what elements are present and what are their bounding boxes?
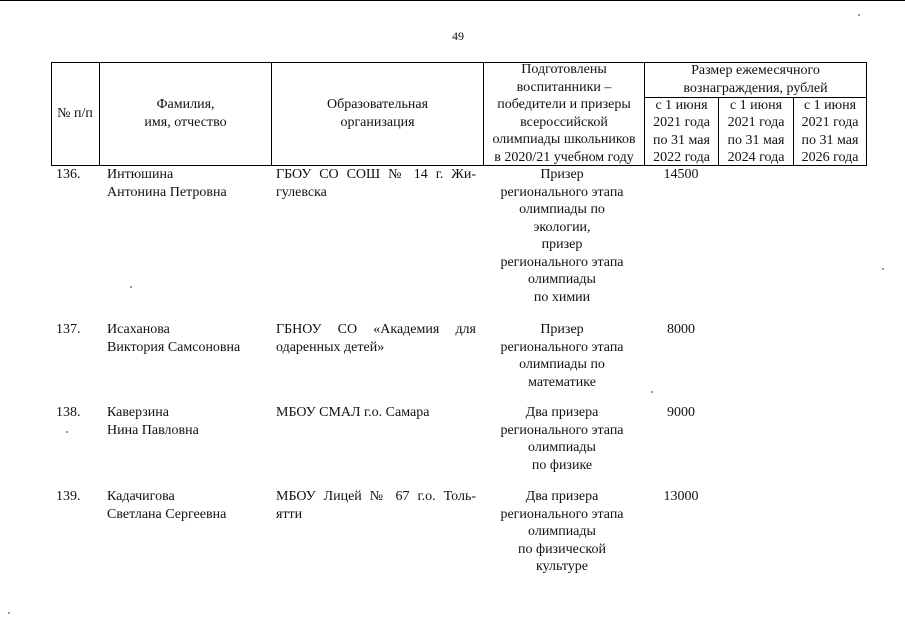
- row-number: 136.: [56, 167, 81, 182]
- header-period-line: с 1 июня: [655, 97, 708, 113]
- header-period-line: 2024 года: [727, 150, 785, 165]
- row-amount: 9000: [667, 405, 695, 420]
- header-period-line: с 1 июня: [803, 97, 857, 113]
- page-top-edge: [0, 0, 905, 1]
- header-achievement-line: всероссийской: [520, 114, 608, 130]
- achievement-line: по химии: [533, 289, 591, 305]
- row-fio: [107, 166, 227, 201]
- row-achievement: [484, 166, 640, 306]
- page-number: 49: [452, 29, 464, 43]
- header-period-line: по 31 мая: [653, 132, 710, 148]
- header-period-line: с 1 июня: [729, 97, 783, 113]
- achievement-line: регионального этапа: [500, 184, 624, 200]
- header-fio-line: Фамилия,: [156, 97, 215, 112]
- row-org: [276, 488, 476, 523]
- header-period-2022: [645, 98, 718, 165]
- achievement-line: Два призера: [525, 489, 599, 504]
- scan-speck: [858, 14, 860, 16]
- header-period-line: 2021 года: [653, 115, 710, 130]
- org-line: гулевска: [276, 184, 327, 200]
- header-org-line: организация: [340, 114, 415, 130]
- achievement-line: математике: [528, 374, 596, 390]
- achievement-line: призер: [541, 237, 583, 252]
- org-line: МБОУ Лицей № 67 г.о. Толь-: [276, 489, 476, 504]
- achievement-line: олимпиады по: [519, 202, 605, 217]
- scan-speck: [130, 286, 132, 288]
- achievement-line: регионального этапа: [500, 254, 624, 270]
- fio-line: Каверзина: [107, 405, 170, 420]
- header-achievement-line: в 2020/21 учебном году: [494, 149, 634, 165]
- fio-line: Кадачигова: [107, 489, 175, 504]
- row-achievement: [484, 488, 640, 576]
- header-org-line: Образовательная: [326, 97, 429, 112]
- achievement-line: олимпиады: [528, 440, 596, 455]
- header-num: [51, 62, 99, 165]
- scan-speck: [651, 391, 653, 393]
- row-fio: [107, 488, 226, 523]
- achievement-line: по физической: [518, 541, 606, 557]
- fio-line: Интюшина: [107, 167, 174, 182]
- header-reward-line: вознаграждения, рублей: [683, 80, 828, 96]
- achievement-line: по физике: [531, 457, 593, 473]
- fio-line: Нина Павловна: [107, 422, 199, 438]
- header-period-line: по 31 мая: [801, 132, 859, 148]
- achievement-line: экологии,: [533, 219, 591, 235]
- row-org: [276, 404, 476, 422]
- header-period-2024: [719, 98, 793, 165]
- row-number: 139.: [56, 489, 81, 504]
- row-achievement: [484, 404, 640, 474]
- header-achievement-line: победители и призеры: [497, 97, 631, 112]
- header-reward-line: Размер ежемесячного: [691, 63, 820, 78]
- achievement-line: Два призера: [525, 405, 599, 420]
- header-period-line: 2026 года: [801, 150, 859, 165]
- scan-speck: [66, 431, 68, 433]
- header-period-line: по 31 мая: [727, 132, 785, 148]
- row-achievement: [484, 321, 640, 391]
- row-org: [276, 321, 476, 356]
- header-fio: [100, 62, 271, 165]
- org-line: ГБОУ СО СОШ № 14 г. Жи-: [276, 167, 476, 182]
- header-achievement-line: Подготовлены: [521, 62, 607, 77]
- header-period-line: 2021 года: [801, 115, 859, 130]
- row-number: 137.: [56, 322, 81, 337]
- row-amount: 13000: [663, 489, 699, 504]
- org-line: ГБНОУ СО «Академия для: [276, 322, 476, 337]
- row-org: [276, 166, 476, 201]
- fio-line: Виктория Самсоновна: [107, 339, 241, 355]
- scan-speck: [8, 612, 10, 614]
- row-number: 138.: [56, 405, 81, 420]
- header-period-line: 2021 года: [727, 115, 785, 130]
- org-line: ятти: [276, 506, 303, 522]
- achievement-line: культуре: [536, 559, 588, 574]
- fio-line: Исаханова: [107, 322, 170, 337]
- header-achievement-line: воспитанники –: [516, 79, 612, 95]
- row-amount: 14500: [663, 167, 699, 182]
- header-achievement: [484, 62, 644, 165]
- row-fio: [107, 321, 240, 356]
- achievement-line: регионального этапа: [500, 506, 624, 522]
- achievement-line: Призер: [540, 167, 584, 182]
- header-num-text: № п/п: [57, 105, 93, 121]
- header-achievement-line: олимпиады школьников: [492, 132, 636, 147]
- fio-line: Светлана Сергеевна: [107, 506, 227, 522]
- achievement-line: регионального этапа: [500, 422, 624, 438]
- scan-speck: [882, 268, 884, 270]
- header-reward-group: [645, 62, 866, 97]
- header-period-2026: [794, 98, 866, 165]
- achievement-line: олимпиады: [528, 524, 596, 539]
- header-period-line: 2022 года: [653, 150, 710, 165]
- header-vline: [866, 62, 867, 166]
- achievement-line: олимпиады по: [519, 357, 605, 372]
- row-amount: 8000: [667, 322, 695, 337]
- org-line: МБОУ СМАЛ г.о. Самара: [276, 405, 430, 420]
- achievement-line: регионального этапа: [500, 339, 624, 355]
- achievement-line: олимпиады: [528, 272, 596, 287]
- achievement-line: Призер: [540, 322, 584, 337]
- header-org: [272, 62, 483, 165]
- row-fio: [107, 404, 199, 439]
- header-fio-line: имя, отчество: [144, 114, 227, 130]
- fio-line: Антонина Петровна: [107, 184, 227, 200]
- org-line: одаренных детей»: [276, 339, 385, 355]
